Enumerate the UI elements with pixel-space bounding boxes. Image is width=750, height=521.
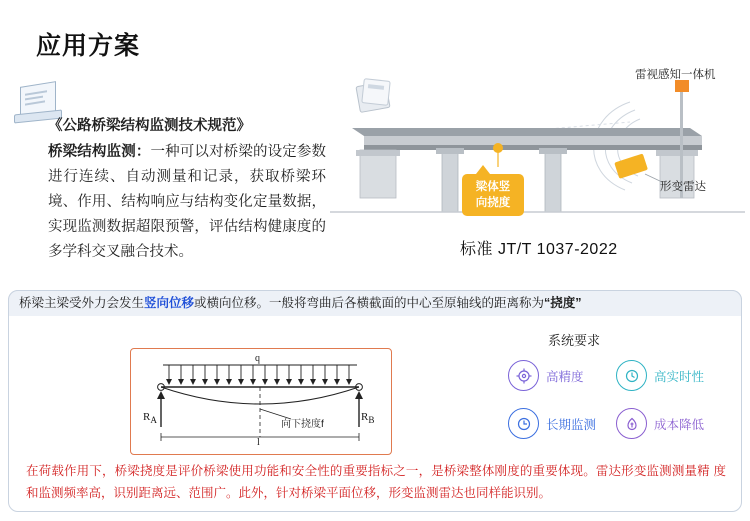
beam-diagram-svg bbox=[131, 349, 389, 452]
reaction-left-letter: R bbox=[143, 411, 151, 423]
clock-icon bbox=[616, 360, 647, 391]
specification-name: 《公路桥梁结构监测技术规范》 bbox=[48, 118, 251, 134]
definition-term: 桥梁结构监测： bbox=[48, 144, 151, 160]
beam-diagram bbox=[130, 348, 392, 455]
requirement-cost-reduction bbox=[616, 408, 704, 439]
requirement-realtime bbox=[616, 360, 704, 391]
reaction-left-label bbox=[143, 411, 157, 425]
requirement-label: 高精度 bbox=[546, 369, 584, 384]
load-label: q bbox=[255, 353, 260, 364]
callout-line-1: 梁体竖 bbox=[475, 181, 511, 193]
definition-body: 一种可以对桥梁的设定参数进行连续、自动测量和记录，获取桥梁环境、作用、结构响应与结构变化定量数据，实现监测数据超限预警，评估结构健康度的多学科交叉融合技术。 bbox=[48, 144, 327, 260]
footnote-line-2: 度和监测频率高，识别距离远、范围广。此外，针对桥梁平面位移，形变监测雷达也同样能识别。 bbox=[26, 464, 726, 500]
shape-radar-label: 形变雷达 bbox=[660, 181, 706, 193]
requirements-title: 系统要求 bbox=[548, 333, 601, 348]
calendar-icon bbox=[508, 408, 539, 439]
header-mid: 或横向位移。一般将弯曲后各横截面的中心至原轴线的距离称为 bbox=[194, 296, 545, 310]
reaction-right-label bbox=[361, 411, 374, 425]
deflection-label: 向下挠度f bbox=[281, 419, 324, 430]
span-label: l bbox=[257, 437, 260, 448]
radar-top-label: 雷视感知一体机 bbox=[635, 69, 716, 81]
panel-header bbox=[8, 290, 742, 316]
header-bold: “挠度” bbox=[544, 296, 582, 310]
footnote-line-1: 在荷载作用下，桥梁挠度是评价桥梁使用功能和安全性的重要指标之一，是桥梁整体刚度的重要体现。雷达形变监测测量精 bbox=[26, 464, 710, 478]
money-icon bbox=[616, 408, 647, 439]
requirement-long-term bbox=[508, 408, 596, 439]
definition-block bbox=[48, 114, 326, 265]
requirement-label: 成本降低 bbox=[654, 417, 705, 432]
page-title: 应用方案 bbox=[36, 32, 141, 60]
header-prefix: 桥梁主梁受外力会发生 bbox=[19, 296, 145, 310]
requirement-label: 高实时性 bbox=[654, 369, 705, 384]
callout-line-2: 向挠度 bbox=[475, 197, 511, 209]
deflection-callout bbox=[462, 174, 524, 216]
reaction-right-letter: R bbox=[361, 411, 369, 423]
requirement-high-precision bbox=[508, 360, 584, 391]
footnote bbox=[26, 460, 726, 504]
reaction-right-sub: B bbox=[368, 415, 375, 426]
requirement-label: 长期监测 bbox=[546, 417, 597, 432]
header-highlight: 竖向位移 bbox=[144, 296, 195, 310]
standard-label: 标准 JT/T 1037-2022 bbox=[460, 241, 618, 258]
target-icon bbox=[508, 360, 539, 391]
reaction-left-sub: A bbox=[150, 415, 157, 426]
